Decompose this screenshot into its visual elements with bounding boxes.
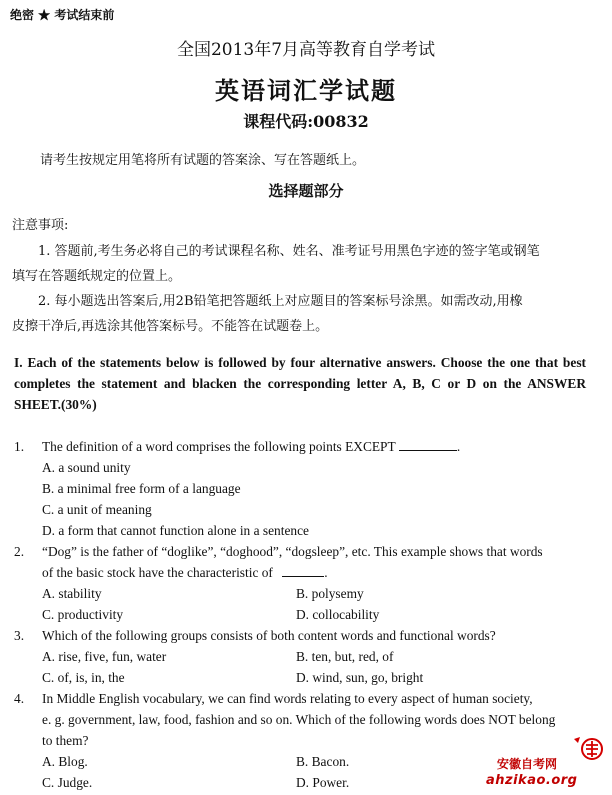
- question-2-line-1: “Dog” is the father of “doglike”, “doghood”, “dogsleep”, etc. This example shows that words: [42, 544, 543, 559]
- question-2-option-c: C. productivity: [42, 607, 124, 622]
- question-2-option-a: A. stability: [42, 586, 102, 601]
- watermark-name: 安徽自考网: [497, 757, 558, 771]
- question-3-option-c: C. of, is, in, the: [42, 670, 125, 685]
- question-4-line-1: In Middle English vocabulary, we can find words relating to every aspect of human society,: [42, 691, 533, 706]
- question-1-period: .: [456, 439, 461, 454]
- answer-blank: [282, 565, 324, 577]
- confidential-label: 绝密 ★ 考试结束前: [10, 8, 115, 22]
- part1-heading: I. Each of the statements below is followed by four alternative answers. Choose the one that best completes the statement and blacken the corresponding letter A, B, C or D on the ANSWER SHEET.(30%): [14, 355, 586, 412]
- course-code: 课程代码:00832: [243, 112, 369, 131]
- question-3-option-d: D. wind, sun, go, bright: [296, 670, 424, 685]
- question-2-option-b: B. polysemy: [296, 586, 364, 601]
- question-1-option-c: C. a unit of meaning: [42, 502, 152, 517]
- question-2-period: .: [324, 565, 328, 580]
- question-4-line-3: to them?: [42, 733, 89, 748]
- question-4-option-b: B. Bacon.: [296, 754, 350, 769]
- answer-blank: [399, 439, 457, 451]
- intro-instruction: 请考生按规定用笔将所有试题的答案涂、写在答题纸上。: [40, 153, 366, 168]
- question-2-number: 2.: [14, 544, 25, 559]
- note-item-2-line-2: 皮擦干净后,再选涂其他答案标号。不能答在试题卷上。: [12, 319, 329, 334]
- note-item-1-line-2: 填写在答题纸规定的位置上。: [12, 269, 182, 284]
- question-4-option-a: A. Blog.: [42, 754, 88, 769]
- question-1-option-b: B. a minimal free form of a language: [42, 481, 241, 496]
- question-2-line-2: [42, 565, 328, 581]
- question-4-option-d: D. Power.: [296, 775, 350, 790]
- note-item-1-line-1: 1. 答题前,考生务必将自己的考试课程名称、姓名、准考证号用黑色字迹的签字笔或钢笔: [38, 244, 540, 259]
- notes-heading: 注意事项:: [12, 218, 69, 233]
- question-1-option-d: D. a form that cannot function alone in a sentence: [42, 523, 309, 538]
- subject-title: 英语词汇学试题: [215, 76, 397, 105]
- question-2-option-d: D. collocability: [296, 607, 380, 622]
- note-item-2-line-1: 2. 每小题选出答案后,用2B铅笔把答题纸上对应题目的答案标号涂黑。如需改动,用橡: [38, 294, 523, 309]
- question-4-line-2: e. g. government, law, food, fashion and so on. Which of the following words does NOT belong: [42, 712, 556, 727]
- section-title: 选择题部分: [268, 182, 344, 200]
- question-2-stem: of the basic stock have the characteristic of: [42, 565, 273, 580]
- watermark-url: ahzikao.org: [486, 773, 578, 788]
- exam-title: 全国2013年7月高等教育自学考试: [176, 40, 436, 60]
- question-1-stem: The definition of a word comprises the following points EXCEPT: [42, 439, 396, 454]
- question-4-option-c: C. Judge.: [42, 775, 93, 790]
- question-1-number: 1.: [14, 439, 25, 454]
- question-3-text: Which of the following groups consists of both content words and functional words?: [42, 628, 496, 643]
- question-1-text: [42, 439, 460, 455]
- question-3-option-a: A. rise, five, fun, water: [42, 649, 167, 664]
- question-4-number: 4.: [14, 691, 25, 706]
- question-3-number: 3.: [14, 628, 25, 643]
- question-1-option-a: A. a sound unity: [42, 460, 131, 475]
- question-3-option-b: B. ten, but, red, of: [296, 649, 394, 664]
